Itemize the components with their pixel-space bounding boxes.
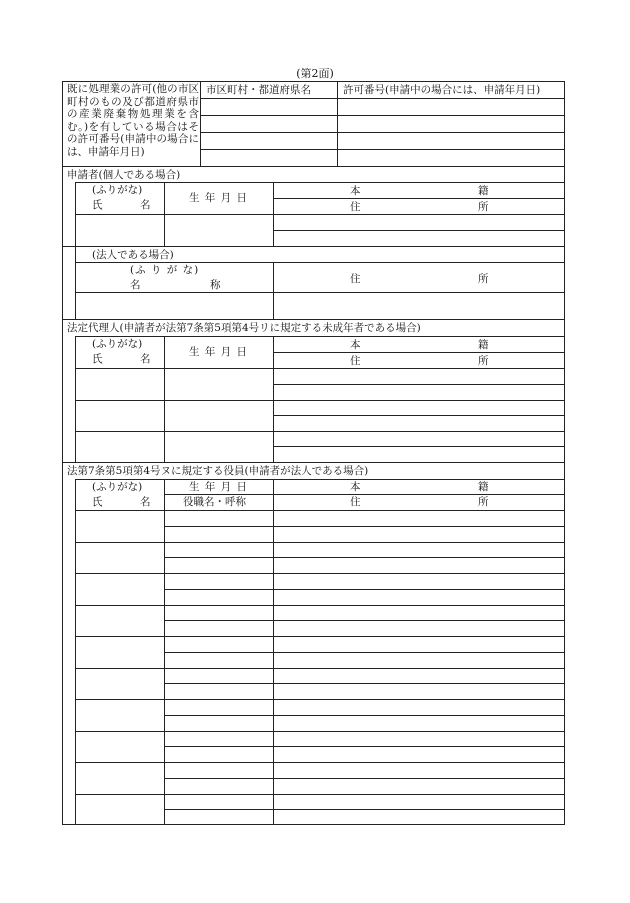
officer-name-cell[interactable] (76, 763, 164, 794)
applicant-furigana-label: (ふりがな) (92, 184, 143, 196)
applicant-individual-heading: 申請者(個人である場合) (67, 169, 181, 181)
officer-name-cell[interactable] (76, 795, 164, 826)
officer-name-cell[interactable] (76, 511, 164, 542)
officer-name-cell[interactable] (76, 669, 164, 700)
officer-row-divider (164, 526, 565, 527)
legal-rep-honseki-label-2: 籍 (478, 339, 489, 351)
officers-position-label: 役職名・呼称 (183, 496, 246, 508)
officers-name-label-2: 名 (140, 496, 151, 508)
legal-rep-honseki-label-1: 本 (350, 339, 361, 351)
corporation-name-label-1: 名 (130, 279, 141, 291)
applicant-honseki-label-1: 本 (350, 185, 361, 197)
corporation-name-cell[interactable] (76, 293, 273, 319)
officer-row-divider (164, 620, 565, 621)
legal-representative-heading: 法定代理人(申請者が法第7条第5項第4号リに規定する未成年者である場合) (67, 322, 421, 334)
officer-row-divider (164, 652, 565, 653)
permit-divider-1 (200, 81, 201, 166)
legal-rep-name-cell-1[interactable] (76, 369, 164, 400)
corporation-address-label-1: 住 (350, 273, 361, 285)
officer-row-divider (164, 557, 565, 558)
officers-honseki-label-1: 本 (350, 481, 361, 493)
legal-rep-address-label-2: 所 (478, 355, 489, 367)
officers-furigana-label: (ふりがな) (92, 481, 143, 493)
officer-row-divider (164, 809, 565, 810)
officer-name-cell[interactable] (76, 606, 164, 637)
applicant-address-label-2: 所 (478, 201, 489, 213)
legal-rep-address-label-1: 住 (350, 355, 361, 367)
applicant-address-label-1: 住 (350, 201, 361, 213)
officers-address-label-2: 所 (478, 496, 489, 508)
applicant-corporation-heading: (法人である場合) (92, 249, 174, 261)
page-label: (第2面) (296, 67, 334, 80)
corporation-furigana-label: (ふ り が な) (130, 264, 200, 276)
officers-heading: 法第7条第5項第4号ヌに規定する役員(申請者が法人である場合) (67, 465, 369, 477)
officer-name-cell[interactable] (76, 700, 164, 731)
officers-birthdate-label: 生 年 月 日 (189, 481, 249, 493)
corporation-address-label-2: 所 (478, 273, 489, 285)
applicant-name-label-1: 氏 (92, 199, 103, 211)
applicant-honseki-label-2: 籍 (478, 185, 489, 197)
officers-honseki-label-2: 籍 (478, 481, 489, 493)
officer-row-divider (164, 589, 565, 590)
officer-row-divider (164, 683, 565, 684)
officer-name-cell[interactable] (76, 574, 164, 605)
officer-row-divider (164, 746, 565, 747)
permit-number-column-header: 許可番号(申請中の場合には、申請年月日) (343, 84, 541, 96)
officers-address-label-1: 住 (350, 496, 361, 508)
officer-row-divider (164, 715, 565, 716)
permit-number-cell-1[interactable] (338, 99, 564, 115)
legal-rep-name-label-1: 氏 (92, 353, 103, 365)
officer-name-cell[interactable] (76, 732, 164, 763)
corporation-name-label-2: 称 (210, 279, 221, 291)
officer-row-divider (164, 778, 565, 779)
applicant-name-cell[interactable] (76, 215, 164, 246)
applicant-name-label-2: 名 (140, 199, 151, 211)
officers-name-label-1: 氏 (92, 496, 103, 508)
existing-permit-label: 既に処理業の許可(他の市区町村のもの及び都道府県市の産業廃棄物処理業を含む。)を有している場合はその許可番号(申請中の場合には、申請年月日) (67, 83, 199, 158)
legal-rep-birthdate-label: 生 年 月 日 (189, 346, 249, 358)
municipality-cell-1[interactable] (201, 99, 337, 115)
municipality-column-header: 市区町村・都道府県名 (206, 84, 311, 96)
legal-rep-furigana-label: (ふりがな) (92, 338, 143, 350)
permit-divider-2 (337, 81, 338, 166)
officer-name-cell[interactable] (76, 543, 164, 574)
officer-name-cell[interactable] (76, 637, 164, 668)
legal-rep-name-label-2: 名 (140, 353, 151, 365)
applicant-birthdate-label: 生 年 月 日 (189, 192, 249, 204)
